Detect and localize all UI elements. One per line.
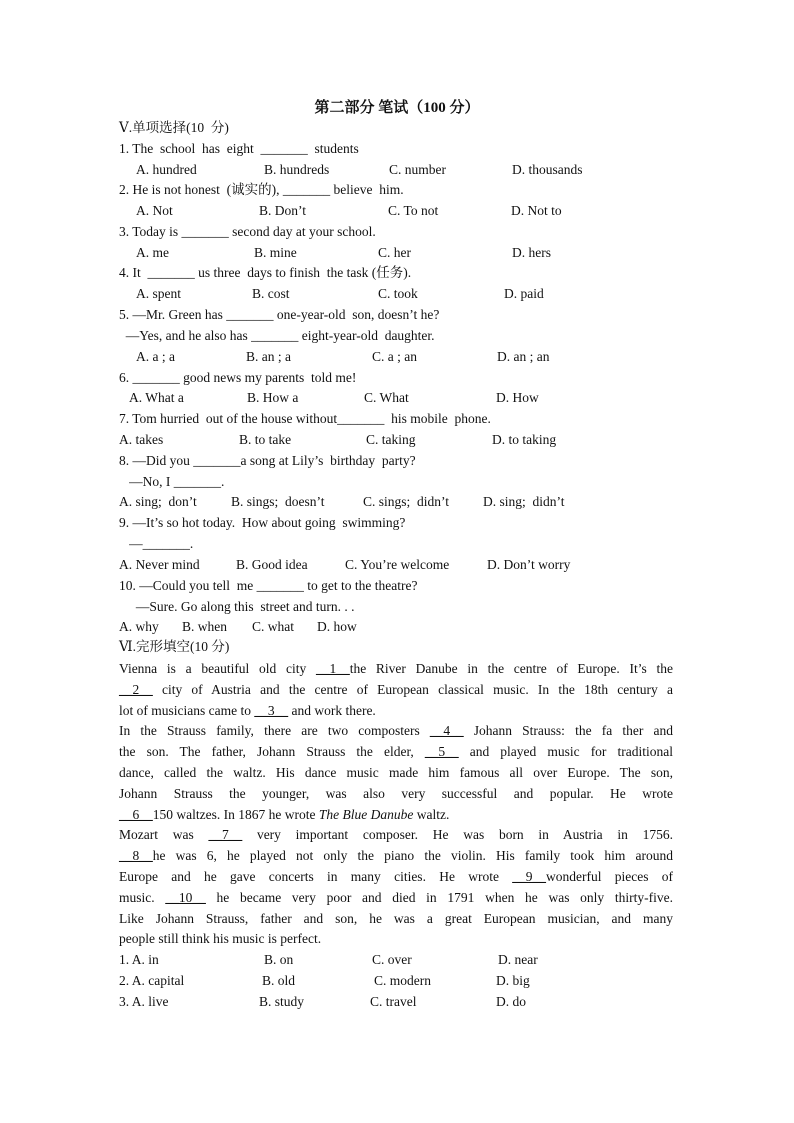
answer-option: A. Never mind: [119, 557, 200, 572]
passage-line: [119, 721, 673, 742]
answer-option: D. big: [496, 973, 530, 988]
answer-option: D. Not to: [511, 203, 562, 218]
answer-option: C. number: [389, 162, 446, 177]
answer-option: A. sing; don’t: [119, 494, 197, 509]
answer-option: A. a ; a: [136, 349, 175, 364]
question-stem: 8. —Did you _______a song at Lily’s birthday party?: [119, 453, 416, 468]
question-stem: 2. He is not honest (诚实的), _______ believe him.: [119, 182, 404, 197]
answer-option: A. takes: [119, 432, 164, 447]
passage-text: the son. The father, Johann Strauss the elder,: [119, 744, 425, 760]
passage-text: he was 6, he played not only the piano the violin. His family took him around: [152, 848, 673, 864]
blank-marker: __2__: [119, 681, 153, 697]
cloze-passage: [119, 659, 673, 950]
blank-marker: __1__: [315, 661, 350, 676]
answer-option: D. an ; an: [497, 349, 550, 364]
passage-line: [119, 909, 673, 930]
answer-option: B. to take: [239, 432, 292, 447]
passage-line: [119, 701, 673, 722]
passage-text: the River Danube in the centre of Europe. It’s the: [349, 661, 673, 676]
passage-text: In the Strauss family, there are two composters: [119, 723, 430, 739]
answer-option: D. thousands: [512, 162, 583, 177]
blank-marker: __8__: [119, 848, 153, 864]
passage-text: Johann Strauss: the fa ther and: [463, 723, 673, 739]
passage-text: waltz.: [413, 806, 450, 822]
answer-option: B. Don’t: [259, 203, 307, 218]
answer-option: D. Don’t worry: [487, 557, 571, 572]
answer-option: A. spent: [136, 286, 181, 301]
answer-option: B. hundreds: [264, 162, 330, 177]
answer-option: C. travel: [370, 994, 417, 1009]
passage-text: wonderful pieces of: [546, 868, 674, 884]
answer-option: C. What: [364, 390, 409, 405]
passage-text: lot of musicians came to: [119, 702, 255, 718]
passage-line: [119, 825, 673, 846]
cloze-question-first-option: 1. A. in: [119, 952, 159, 967]
answer-option: B. sings; doesn’t: [231, 494, 325, 509]
answer-option: D. paid: [504, 286, 544, 301]
answer-option: C. what: [252, 619, 294, 634]
answer-option: D. How: [496, 390, 539, 405]
passage-text: The Blue Danube: [318, 806, 414, 822]
question-stem: 1. The school has eight _______ students: [119, 141, 359, 156]
passage-text: Mozart was: [119, 827, 209, 843]
answer-option: B. study: [259, 994, 305, 1009]
passage-text: 150 waltzes. In 1867 he wrote: [152, 806, 319, 822]
page-title: 第二部分 笔试（100 分）: [314, 100, 480, 116]
cloze-question-first-option: 2. A. capital: [119, 973, 185, 988]
question-stem: 4. It _______ us three days to finish the task (任务).: [119, 265, 412, 280]
question-stem: 10. —Could you tell me _______ to get to the theatre?: [119, 578, 418, 593]
question-stem-reply: —No, I _______.: [119, 474, 225, 489]
blank-marker: __4__: [429, 723, 464, 739]
section-heading-single-choice: Ⅴ.单项选择(10 分): [119, 120, 229, 135]
answer-option: C. over: [372, 952, 412, 967]
answer-option: A. why: [119, 619, 159, 634]
passage-line: [119, 805, 673, 826]
answer-option: C. her: [378, 245, 411, 260]
answer-option: A. me: [136, 245, 169, 260]
answer-option: D. hers: [512, 245, 551, 260]
answer-option: B. Good idea: [236, 557, 308, 572]
blank-marker: __6__: [119, 806, 153, 822]
blank-marker: __7__: [208, 827, 243, 843]
answer-option: C. You’re welcome: [345, 557, 450, 572]
question-stem-reply: —_______.: [119, 536, 194, 551]
passage-line: [119, 742, 673, 763]
passage-line: [119, 784, 673, 805]
passage-text: city of Austria and the centre of European classical music. In the 18th century a: [152, 681, 673, 697]
section-heading-cloze: Ⅵ.完形填空(10 分): [119, 639, 230, 654]
passage-text: Europe and he gave concerts in many cities. He wrote: [119, 868, 513, 884]
answer-option: C. modern: [374, 973, 431, 988]
passage-text: very important composer. He was born in Austria in 1756.: [242, 827, 673, 843]
blank-marker: __10__: [165, 889, 206, 905]
passage-text: Vienna is a beautiful old city: [119, 661, 316, 676]
answer-option: C. a ; an: [372, 349, 417, 364]
passage-text: dance, called the waltz. His dance music made him famous all over Europe. The son,: [119, 764, 673, 780]
answer-option: A. Not: [136, 203, 173, 218]
passage-text: Johann Strauss the younger, was also very successful and popular. He wrote: [119, 785, 673, 801]
passage-line: [119, 888, 673, 909]
answer-option: B. an ; a: [246, 349, 291, 364]
blank-marker: __9__: [512, 868, 546, 884]
blank-marker: __3__: [254, 702, 289, 718]
passage-line: [119, 763, 673, 784]
question-stem-reply: —Sure. Go along this street and turn. . .: [119, 599, 355, 614]
answer-option: D. to taking: [492, 432, 557, 447]
answer-option: A. What a: [129, 390, 184, 405]
blank-marker: __5__: [424, 744, 459, 760]
answer-option: C. taking: [366, 432, 416, 447]
question-stem: 5. —Mr. Green has _______ one-year-old son, doesn’t he?: [119, 307, 440, 322]
passage-text: Like Johann Strauss, father and son, he was a great European musician, and many: [119, 910, 673, 926]
answer-option: A. hundred: [136, 162, 197, 177]
answer-option: C. To not: [388, 203, 439, 218]
answer-option: D. sing; didn’t: [483, 494, 565, 509]
question-stem-reply: —Yes, and he also has _______ eight-year-old daughter.: [119, 328, 435, 343]
passage-text: and work there.: [288, 702, 376, 718]
passage-text: he became very poor and died in 1791 when he was only thirty-five.: [205, 889, 673, 905]
answer-option: D. do: [496, 994, 526, 1009]
passage-text: people still think his music is perfect.: [119, 931, 322, 947]
answer-option: B. old: [262, 973, 296, 988]
question-stem: 3. Today is _______ second day at your school.: [119, 224, 376, 239]
passage-text: and played music for traditional: [458, 744, 673, 760]
passage-line: [119, 867, 673, 888]
passage-line: [119, 846, 673, 867]
passage-text: music.: [119, 889, 166, 905]
question-stem: 6. _______ good news my parents told me!: [119, 370, 357, 385]
answer-option: B. when: [182, 619, 227, 634]
question-stem: 9. —It’s so hot today. How about going swimming?: [119, 515, 406, 530]
answer-option: D. near: [498, 952, 538, 967]
passage-line: [119, 680, 673, 701]
answer-option: B. mine: [254, 245, 297, 260]
passage-line: [119, 659, 673, 680]
answer-option: B. How a: [247, 390, 299, 405]
answer-option: C. sings; didn’t: [363, 494, 450, 509]
answer-option: C. took: [378, 286, 418, 301]
answer-option: D. how: [317, 619, 357, 634]
answer-option: B. cost: [252, 286, 290, 301]
question-stem: 7. Tom hurried out of the house without_______ his mobile phone.: [119, 411, 491, 426]
passage-line: [119, 929, 673, 950]
cloze-question-first-option: 3. A. live: [119, 994, 169, 1009]
answer-option: B. on: [264, 952, 294, 967]
